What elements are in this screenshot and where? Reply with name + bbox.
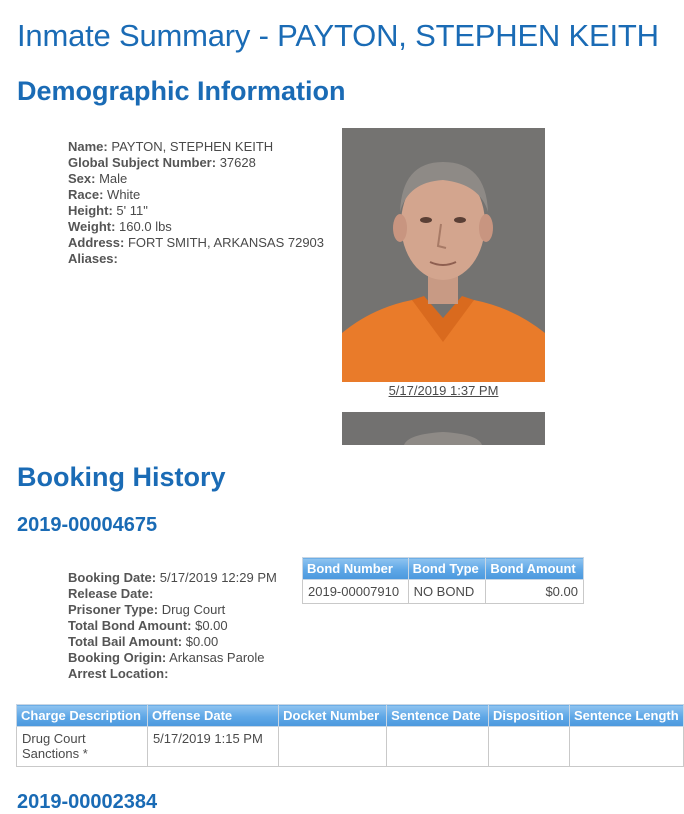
column-header[interactable]: Bond Type (408, 558, 486, 580)
column-header[interactable]: Charge Description (17, 705, 148, 727)
bond-amount-cell: $0.00 (486, 580, 584, 604)
field-value: 5/17/2019 12:29 PM (159, 570, 277, 585)
total-bond-row (68, 618, 277, 634)
field-label: Weight: (68, 219, 116, 234)
booking-number: 2019-00004675 (17, 514, 158, 536)
mugshot-image (342, 128, 545, 382)
column-header[interactable]: Bond Number (303, 558, 409, 580)
charge-table (16, 704, 684, 767)
docket-number-cell (279, 727, 387, 767)
weight-row (68, 219, 324, 235)
field-label: Race: (68, 187, 104, 202)
photo-date-link[interactable]: 5/17/2019 1:37 PM (388, 383, 499, 398)
height-row (68, 203, 324, 219)
bond-type-cell: NO BOND (408, 580, 486, 604)
field-value: White (107, 187, 141, 202)
page-title: Inmate Summary - PAYTON, STEPHEN KEITH (17, 18, 659, 53)
demographic-info (68, 139, 324, 267)
field-label: Address: (68, 235, 125, 250)
field-label: Aliases: (68, 251, 118, 266)
total-bail-row (68, 634, 277, 650)
table-row (303, 580, 584, 604)
charge-table-header (17, 705, 684, 727)
demographic-heading: Demographic Information (17, 76, 346, 106)
table-row (17, 727, 684, 767)
field-label: Height: (68, 203, 113, 218)
field-value: Drug Court (161, 602, 226, 617)
column-header[interactable]: Sentence Date (387, 705, 489, 727)
booking-info (68, 570, 277, 682)
mugshot-photo-2[interactable] (342, 412, 545, 445)
address-row (68, 235, 324, 251)
field-label: Total Bail Amount: (68, 634, 183, 649)
sentence-length-cell (569, 727, 683, 767)
column-header[interactable]: Disposition (488, 705, 569, 727)
field-label: Booking Date: (68, 570, 157, 585)
field-value: $0.00 (195, 618, 228, 633)
field-label: Booking Origin: (68, 650, 167, 665)
column-header[interactable]: Bond Amount (486, 558, 584, 580)
bond-table (302, 557, 584, 604)
field-value: 37628 (219, 155, 256, 170)
booking-origin-row (68, 650, 277, 666)
column-header[interactable]: Sentence Length (569, 705, 683, 727)
column-header[interactable]: Offense Date (147, 705, 278, 727)
column-header[interactable]: Docket Number (279, 705, 387, 727)
field-label: Arrest Location: (68, 666, 169, 681)
field-label: Global Subject Number: (68, 155, 217, 170)
field-value: $0.00 (185, 634, 219, 649)
aliases-row (68, 251, 324, 267)
release-date-row (68, 586, 277, 602)
booking-date-row (68, 570, 277, 586)
field-value: PAYTON, STEPHEN KEITH (111, 139, 274, 154)
field-value: FORT SMITH, ARKANSAS 72903 (127, 235, 325, 250)
field-value: Male (99, 171, 128, 186)
prisoner-type-row (68, 602, 277, 618)
offense-date-cell: 5/17/2019 1:15 PM (147, 727, 278, 767)
field-value: 160.0 lbs (119, 219, 172, 234)
field-value: Arkansas Parole (169, 650, 265, 665)
bond-table-header (303, 558, 584, 580)
sex-row (68, 171, 324, 187)
field-label: Release Date: (68, 586, 154, 601)
next-booking-number: 2019-00002384 (17, 791, 158, 813)
mugshot-image-partial (342, 412, 545, 445)
field-label: Name: (68, 139, 108, 154)
field-value: 5' 11" (116, 203, 148, 218)
disposition-cell (488, 727, 569, 767)
global-subject-row (68, 155, 324, 171)
mugshot-photo[interactable] (342, 128, 545, 382)
sentence-date-cell (387, 727, 489, 767)
name-row (68, 139, 324, 155)
charge-description-cell: Drug Court Sanctions * (17, 727, 148, 767)
field-label: Prisoner Type: (68, 602, 159, 617)
field-label: Total Bond Amount: (68, 618, 192, 633)
arrest-location-row (68, 666, 277, 682)
booking-history-heading: Booking History (17, 462, 226, 492)
field-label: Sex: (68, 171, 96, 186)
race-row (68, 187, 324, 203)
bond-number-cell: 2019-00007910 (303, 580, 409, 604)
